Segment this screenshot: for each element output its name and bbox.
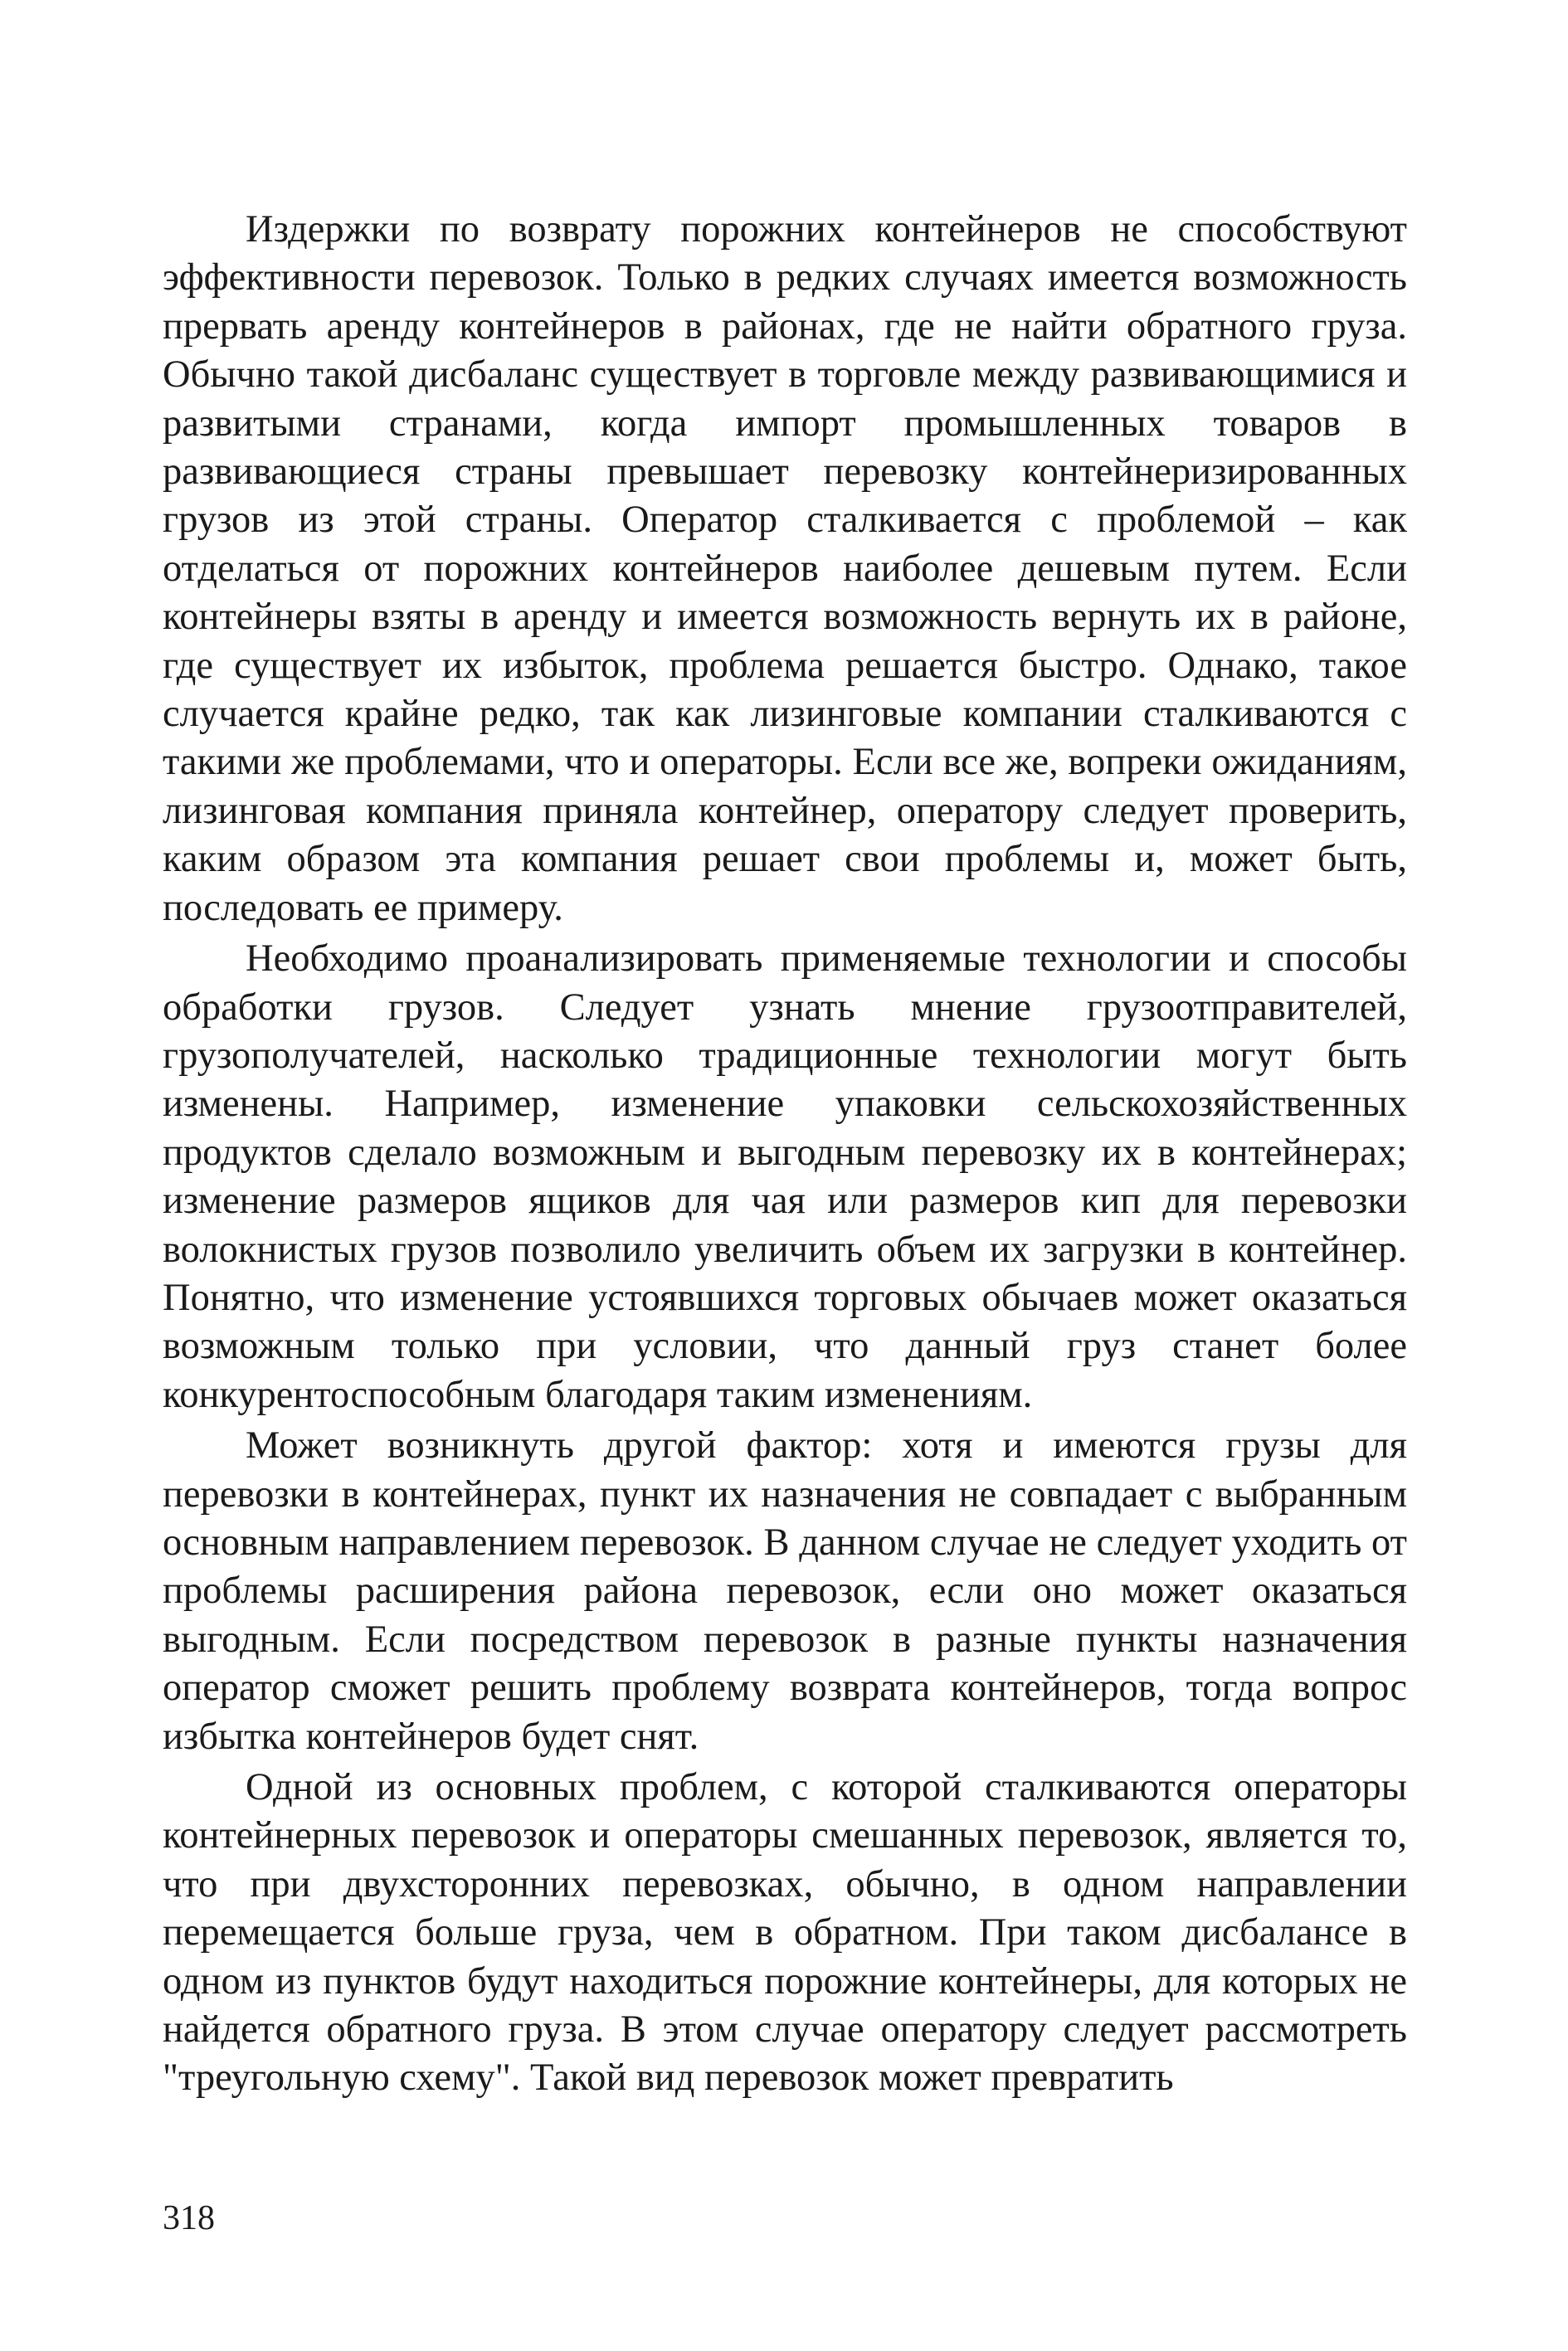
paragraph-imbalance: Одной из основных проблем, с которой сталкиваются операторы контейнерных перевозок и операторы смешанных перевозок, является то, что при двухсторонних перевозках, обычно, в одном направлении перемещается больше груза, чем в обратном. При таком дисбалансе в одном из пунктов будут находиться порожние контейнеры, для которых не найдется обратного груза. В этом случае оператору следует рассмотреть "треугольную схему". Такой вид перевозок может превратить [163,1766,1407,2100]
paragraph-destinations: Может возникнуть другой фактор: хотя и имеются грузы для перевозки в контейнерах, пункт их назначения не совпадает с выбранным основным направлением перевозок. В данном случае не следует уходить от проблемы расширения района перевозок, если оно может оказаться выгодным. Если посредством перевозок в разные пункты назначения оператор сможет решить проблему возврата контейнеров, тогда вопрос избытка контейнеров будет снят. [163,1424,1407,1758]
paragraph-technologies: Необходимо проанализировать применяемые технологии и способы обработки грузов. Следует узнать мнение грузоотправителей, грузополучателей, насколько традиционные технологии могут быть изменены. Например, изменение упаковки сельскохозяйственных продуктов сделало возможным и выгодным перевозку их в контейнерах; изменение размеров ящиков для чая или размеров кип для перевозки волокнистых грузов позволило увеличить объем их загрузки в контейнер. Понятно, что изменение устоявшихся торговых обычаев может оказаться возможным только при условии, что данный груз станет более конкурентоспособным благодаря таким изменениям. [163,937,1407,1416]
page-number: 318 [163,2199,215,2237]
paragraph-return-costs: Издержки по возврату порожних контейнеров не способствуют эффективности перевозок. Только в редких случаях имеется возможность прервать аренду контейнеров в районах, где не найти обратного груза. Обычно такой дисбаланс существует в торговле между развивающимися и развитыми странами, когда импорт промышленных товаров в развивающиеся страны превышает перевозку контейнеризированных грузов из этой страны. Оператор сталкивается с проблемой – как отделаться от порожних контейнеров наиболее дешевым путем. Если контейнеры взяты в аренду и имеется возможность вернуть их в районе, где существует их избыток, проблема решается быстро. Однако, такое случается крайне редко, так как лизинговые компании сталкиваются с такими же проблемами, что и операторы. Если все же, вопреки ожиданиям, лизинговая компания приняла контейнер, оператору следует проверить, каким образом эта компания решает свои проблемы и, может быть, последовать ее примеру. [163,208,1407,929]
body-text [163,206,1407,2103]
